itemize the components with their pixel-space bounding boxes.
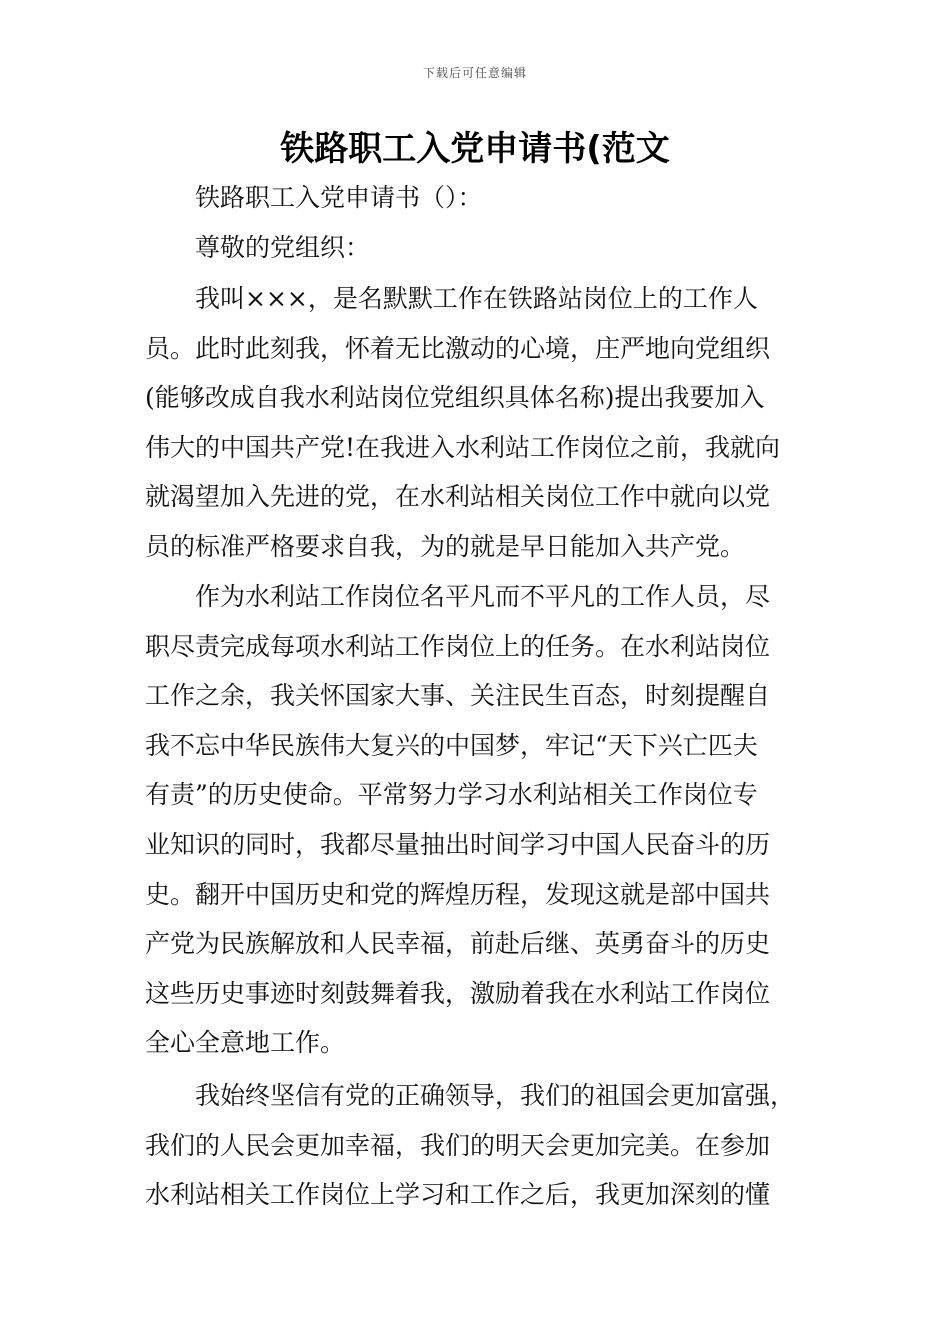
paragraph-line: 伟大的中国共产党!在我进入水利站工作岗位之前，我就向 xyxy=(145,432,781,462)
header-note: 下载后可任意编辑 xyxy=(422,66,527,80)
document-body xyxy=(145,173,813,272)
paragraph-line: 史。翻开中国历史和党的辉煌历程，发现这就是部中国共 xyxy=(145,879,771,909)
paragraph-line: 这些历史事迹时刻鼓舞着我，激励着我在水利站工作岗位 xyxy=(145,978,771,1008)
paragraph-line: (能够改成自我水利站岗位党组织具体名称)提出我要加入 xyxy=(145,383,765,413)
paragraph-1 xyxy=(145,274,813,572)
paragraph-line: 我始终坚信有党的正确领导，我们的祖国会更加富强， xyxy=(195,1081,796,1110)
document-title: 铁路职工入党申请书(范文 xyxy=(280,129,670,169)
subtitle-line: 铁路职工入党申请书（）： xyxy=(195,183,483,212)
paragraph-line: 就渴望加入先进的党，在水利站相关岗位工作中就向以党 xyxy=(145,482,771,512)
paragraph-line: 工作之余，我关怀国家大事、关注民生百态，时刻提醒自 xyxy=(145,681,771,711)
paragraph-line: 我不忘中华民族伟大复兴的中国梦，牢记“天下兴亡匹夫 xyxy=(145,730,758,760)
paragraph-line: 员的标准严格要求自我，为的就是早日能加入共产党。 xyxy=(145,531,746,561)
paragraph-line: 作为水利站工作岗位名平凡而不平凡的工作人员，尽 xyxy=(195,582,771,611)
paragraph-line: 业知识的同时，我都尽量抽出时间学习中国人民奋斗的历 xyxy=(145,829,771,859)
paragraph-3 xyxy=(145,1071,813,1220)
paragraph-2 xyxy=(145,572,813,1068)
paragraph-line: 员。此时此刻我，怀着无比激动的心境，庄严地向党组织 xyxy=(145,333,771,363)
paragraph-line: 产党为民族解放和人民幸福，前赴后继、英勇奋斗的历史 xyxy=(145,929,771,959)
salutation-line: 尊敬的党组织： xyxy=(195,232,371,262)
paragraph-line: 全心全意地工作。 xyxy=(145,1028,346,1058)
paragraph-line: 职尽责完成每项水利站工作岗位上的任务。在水利站岗位 xyxy=(145,631,771,661)
paragraph-line: 我们的人民会更加幸福，我们的明天会更加完美。在参加 xyxy=(145,1130,771,1160)
paragraph-line: 有责”的历史使命。平常努力学习水利站相关工作岗位专 xyxy=(145,780,758,810)
paragraph-line: 水利站相关工作岗位上学习和工作之后，我更加深刻的懂 xyxy=(145,1180,771,1210)
paragraph-line: 我叫×××，是名默默工作在铁路站岗位上的工作人 xyxy=(195,284,758,313)
